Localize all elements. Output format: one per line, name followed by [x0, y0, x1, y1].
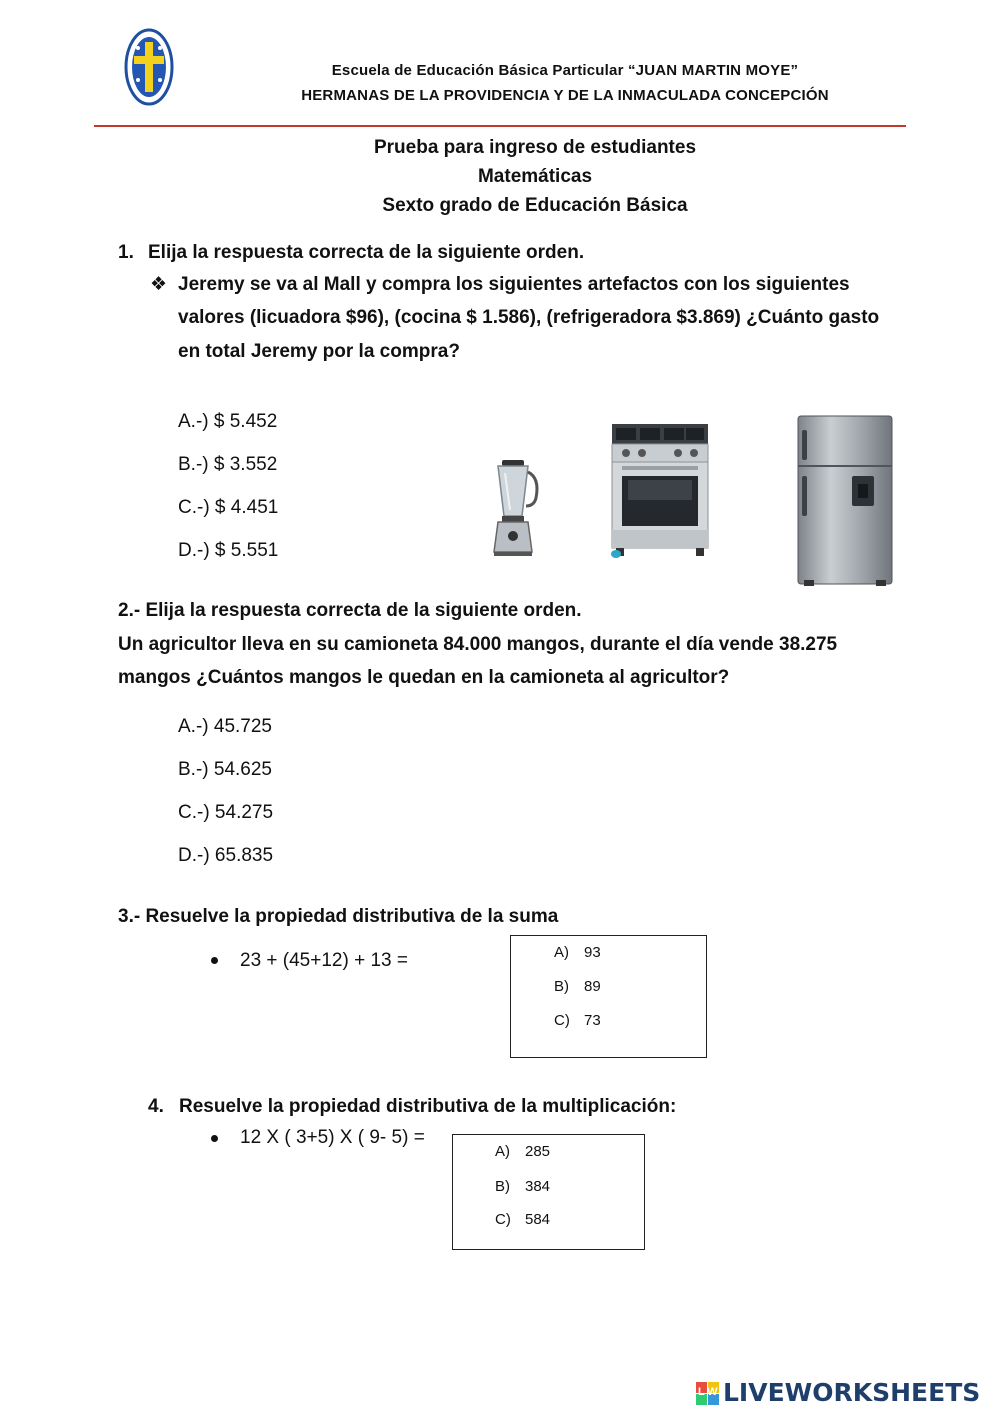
q3-expression: 23 + (45+12) + 13 =: [240, 950, 408, 971]
q1-text-line3: en total Jeremy por la compra?: [178, 341, 460, 362]
q4-heading: Resuelve la propiedad distributiva de la multiplicación:: [179, 1096, 677, 1117]
q2-option-a[interactable]: A.-) 45.725: [178, 716, 272, 737]
option-letter: C): [495, 1211, 511, 1228]
school-name: Escuela de Educación Básica Particular “JUAN MARTIN MOYE”: [331, 62, 799, 79]
option-value: 285: [525, 1143, 551, 1160]
liveworksheets-text: LIVEWORKSHEETS: [723, 1378, 981, 1407]
q3-option-c[interactable]: [554, 1012, 601, 1029]
blender-image: [490, 458, 542, 558]
option-letter: A): [554, 944, 569, 961]
liveworksheets-logo-icon: [696, 1382, 720, 1406]
q1-text-line2: valores (licuadora $96), (cocina $ 1.586), (refrigeradora $3.869) ¿Cuánto gasto: [178, 307, 880, 328]
option-letter: C): [554, 1012, 570, 1029]
header-divider: [94, 125, 906, 127]
option-value: 384: [525, 1178, 551, 1195]
q3-option-b[interactable]: [554, 978, 601, 995]
q1-number: 1.: [118, 242, 134, 263]
q1-option-d[interactable]: D.-) $ 5.551: [178, 540, 279, 561]
option-letter: A): [495, 1143, 510, 1160]
q3-answer-box: [510, 935, 707, 1058]
option-value: 89: [584, 978, 601, 995]
school-crest: [124, 28, 174, 106]
q1-option-b[interactable]: B.-) $ 3.552: [178, 454, 278, 475]
q2-option-c[interactable]: C.-) 54.275: [178, 802, 274, 823]
school-order: HERMANAS DE LA PROVIDENCIA Y DE LA INMACULADA CONCEPCIÓN: [301, 87, 829, 104]
bullet-icon: [211, 1135, 218, 1142]
q1-heading: Elija la respuesta correcta de la siguiente orden.: [148, 242, 585, 263]
test-subject: Matemáticas: [477, 166, 593, 187]
q1-option-c[interactable]: C.-) $ 4.451: [178, 497, 279, 518]
option-value: 93: [584, 944, 601, 961]
q2-text-line2: mangos ¿Cuántos mangos le quedan en la camioneta al agricultor?: [118, 667, 730, 688]
q2-text-line1: Un agricultor lleva en su camioneta 84.000 mangos, durante el día vende 38.275: [118, 634, 838, 655]
q2-heading: 2.- Elija la respuesta correcta de la siguiente orden.: [118, 600, 582, 621]
q4-option-c[interactable]: [495, 1211, 551, 1228]
q4-expression: 12 X ( 3+5) X ( 9- 5) =: [240, 1127, 425, 1148]
small-logo-icon: [611, 550, 621, 558]
test-title: Prueba para ingreso de estudiantes: [373, 137, 697, 158]
q3-heading: 3.- Resuelve la propiedad distributiva de la suma: [118, 906, 559, 927]
option-letter: B): [554, 978, 569, 995]
test-grade: Sexto grado de Educación Básica: [382, 195, 688, 216]
q4-number: 4.: [148, 1096, 164, 1117]
q4-answer-box: [452, 1134, 645, 1250]
option-value: 584: [525, 1211, 551, 1228]
liveworksheets-logo[interactable]: [696, 1378, 996, 1410]
refrigerator-image: [796, 414, 894, 588]
q2-option-b[interactable]: B.-) 54.625: [178, 759, 272, 780]
q1-option-a[interactable]: A.-) $ 5.452: [178, 411, 278, 432]
logo-letters: LW: [698, 1386, 721, 1398]
q4-option-a[interactable]: [495, 1143, 551, 1160]
option-letter: B): [495, 1178, 510, 1195]
q3-option-a[interactable]: [554, 944, 601, 961]
diamond-bullet-icon: ❖: [150, 274, 168, 295]
q2-option-d[interactable]: D.-) 65.835: [178, 845, 274, 866]
q1-text-line1: Jeremy se va al Mall y compra los siguientes artefactos con los siguientes: [178, 274, 850, 295]
stove-image: [608, 422, 712, 560]
option-value: 73: [584, 1012, 601, 1029]
bullet-icon: [211, 957, 218, 964]
q4-option-b[interactable]: [495, 1178, 551, 1195]
